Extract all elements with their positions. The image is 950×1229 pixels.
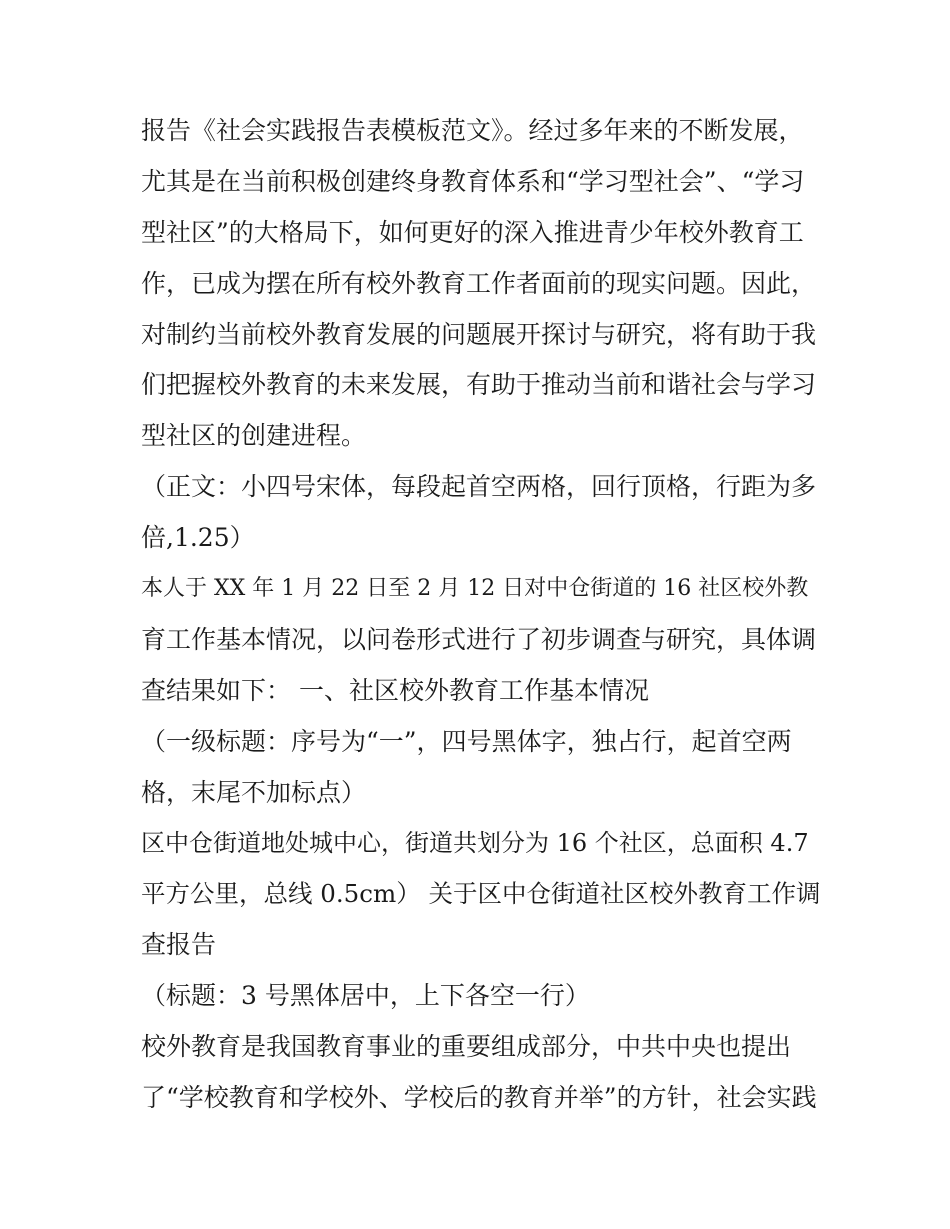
text-line: 作，已成为摆在所有校外教育工作者面前的现实问题。因此， (141, 268, 817, 298)
text-line: 育工作基本情况，以问卷形式进行了初步调查与研究，具体调 (141, 624, 817, 654)
text-line: 报告《社会实践报告表模板范文》。经过多年来的不断发展， (141, 116, 804, 145)
format-note-line: 倍,1.25） (141, 523, 255, 553)
document-body (141, 106, 821, 1124)
format-note-line: （一级标题：序号为“一”，四号黑体字，独占行，起首空两 (141, 726, 792, 756)
format-note-line: （正文：小四号宋体，每段起首空两格，回行顶格，行距为多 (141, 472, 817, 502)
text-line: 对制约当前校外教育发展的问题展开探讨与研究，将有助于我 (141, 319, 817, 349)
text-line: 平方公里，总线 0.5cm） 关于区中仓街道社区校外教育工作调 (141, 879, 821, 909)
text-line: 尤其是在当前积极创建终身教育体系和“学习型社会”、“学习 (141, 166, 805, 196)
text-line: 本人于 XX 年 1 月 22 日至 2 月 12 日对中仓街道的 16 社区校外教 (141, 576, 809, 602)
text-line: 区中仓街道地处城中心，街道共划分为 16 个社区，总面积 4.7 (141, 829, 809, 858)
format-note-line: （标题：3 号黑体居中，上下各空一行） (141, 981, 590, 1011)
text-line: 们把握校外教育的未来发展，有助于推动当前和谐社会与学习 (141, 370, 817, 400)
text-line: 型社区的创建进程。 (141, 421, 367, 451)
text-line: 校外教育是我国教育事业的重要组成部分，中共中央也提出 (141, 1032, 792, 1062)
format-note-line: 格，末尾不加标点） (141, 777, 367, 807)
text-line: 型社区”的大格局下，如何更好的深入推进青少年校外教育工 (141, 217, 804, 247)
text-line: 了“学校教育和学校外、学校后的教育并举”的方针，社会实践 (141, 1082, 817, 1112)
text-line: 查报告 (141, 930, 217, 960)
text-line: 查结果如下： 一、社区校外教育工作基本情况 (141, 675, 649, 705)
